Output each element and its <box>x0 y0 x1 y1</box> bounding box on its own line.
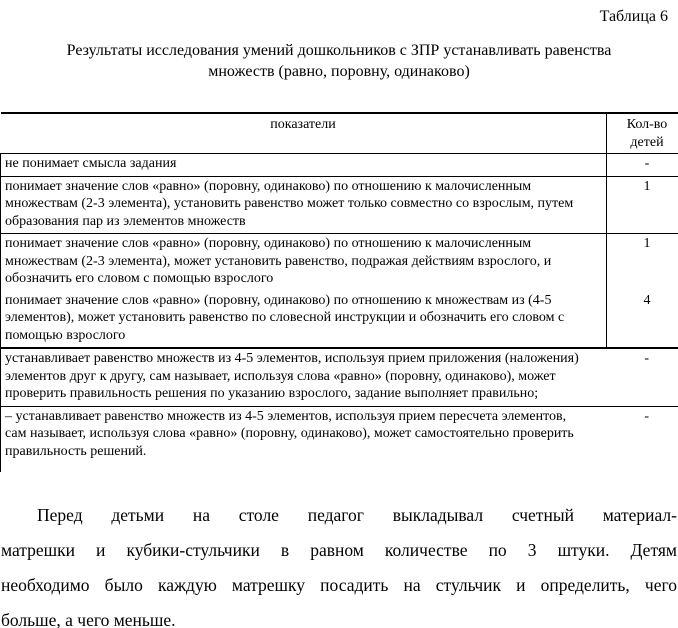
table-row <box>1 348 678 406</box>
count-cell: - <box>606 154 678 177</box>
indicator-cell: устанавливает равенство множеств из 4-5 элементов, используя прием приложения (наложения) элементов друг к другу, сам называет, используя слова «равно» (поровну, одинаково), может проверить правильность решения по указанию взрослого, задание выполняет правильно; <box>1 348 607 406</box>
table-body <box>1 154 678 473</box>
count-cell: - <box>644 408 650 424</box>
paragraph-line: матрешки и кубики-стульчики в равном количестве по 3 штуки. Детям <box>1 540 677 560</box>
table-row <box>1 406 678 472</box>
indicator-cell: понимает значение слов «равно» (поровну, одинаково) по отношению к множествам из (4-5 элементов), может установить равенство по словесной инструкции и обозначить его словом с помощью взрослого <box>1 291 607 349</box>
table-title: Результаты исследования умений дошкольников с ЗПР устанавливать равенства множеств (равно, поровну, одинаково) <box>66 42 612 80</box>
count-cell: - <box>606 348 678 406</box>
table-row <box>1 176 678 234</box>
table-number-label: Таблица 6 <box>599 8 668 25</box>
indicator-cell: понимает значение слов «равно» (поровну, одинаково) по отношению к малочисленным множествам (2-3 элемента), установить равенство может только совместно со взрослым, путем образования пар из элементов множеств <box>1 176 607 234</box>
table-row <box>1 234 678 291</box>
paragraph-line: необходимо было каждую матрешку посадить на стульчик и определить, чего <box>1 575 677 595</box>
count-cell: 1 <box>606 176 678 234</box>
column-header-indicators: показатели <box>1 113 607 154</box>
indicator-cell: – устанавливает равенство множеств из 4-5 элементов, используя прием пересчета элементов, сам называет, используя слова «равно» (поровну, одинаково), может самостоятельно проверить правильность решений. <box>1 406 607 472</box>
paragraph-line: больше, а чего меньше. <box>1 610 176 628</box>
indicator-cell: понимает значение слов «равно» (поровну, одинаково) по отношению к малочисленным множествам (2-3 элемента), может установить равенство, подражая действиям взрослого, и обозначить его словом с помощью взрослого <box>1 234 607 291</box>
table-row <box>1 291 678 349</box>
column-header-children-count: Кол-во детей <box>606 113 678 154</box>
indicator-cell: не понимает смысла задания <box>1 154 607 177</box>
header-row <box>1 113 678 154</box>
table-header <box>1 113 678 154</box>
paragraph-line: Перед детьми на столе педагог выкладывал счетный материал- <box>37 505 677 525</box>
count-cell: 4 <box>606 291 678 349</box>
results-table <box>0 112 678 472</box>
table-row <box>1 154 678 177</box>
body-paragraph <box>0 498 678 628</box>
count-cell: 1 <box>606 234 678 291</box>
